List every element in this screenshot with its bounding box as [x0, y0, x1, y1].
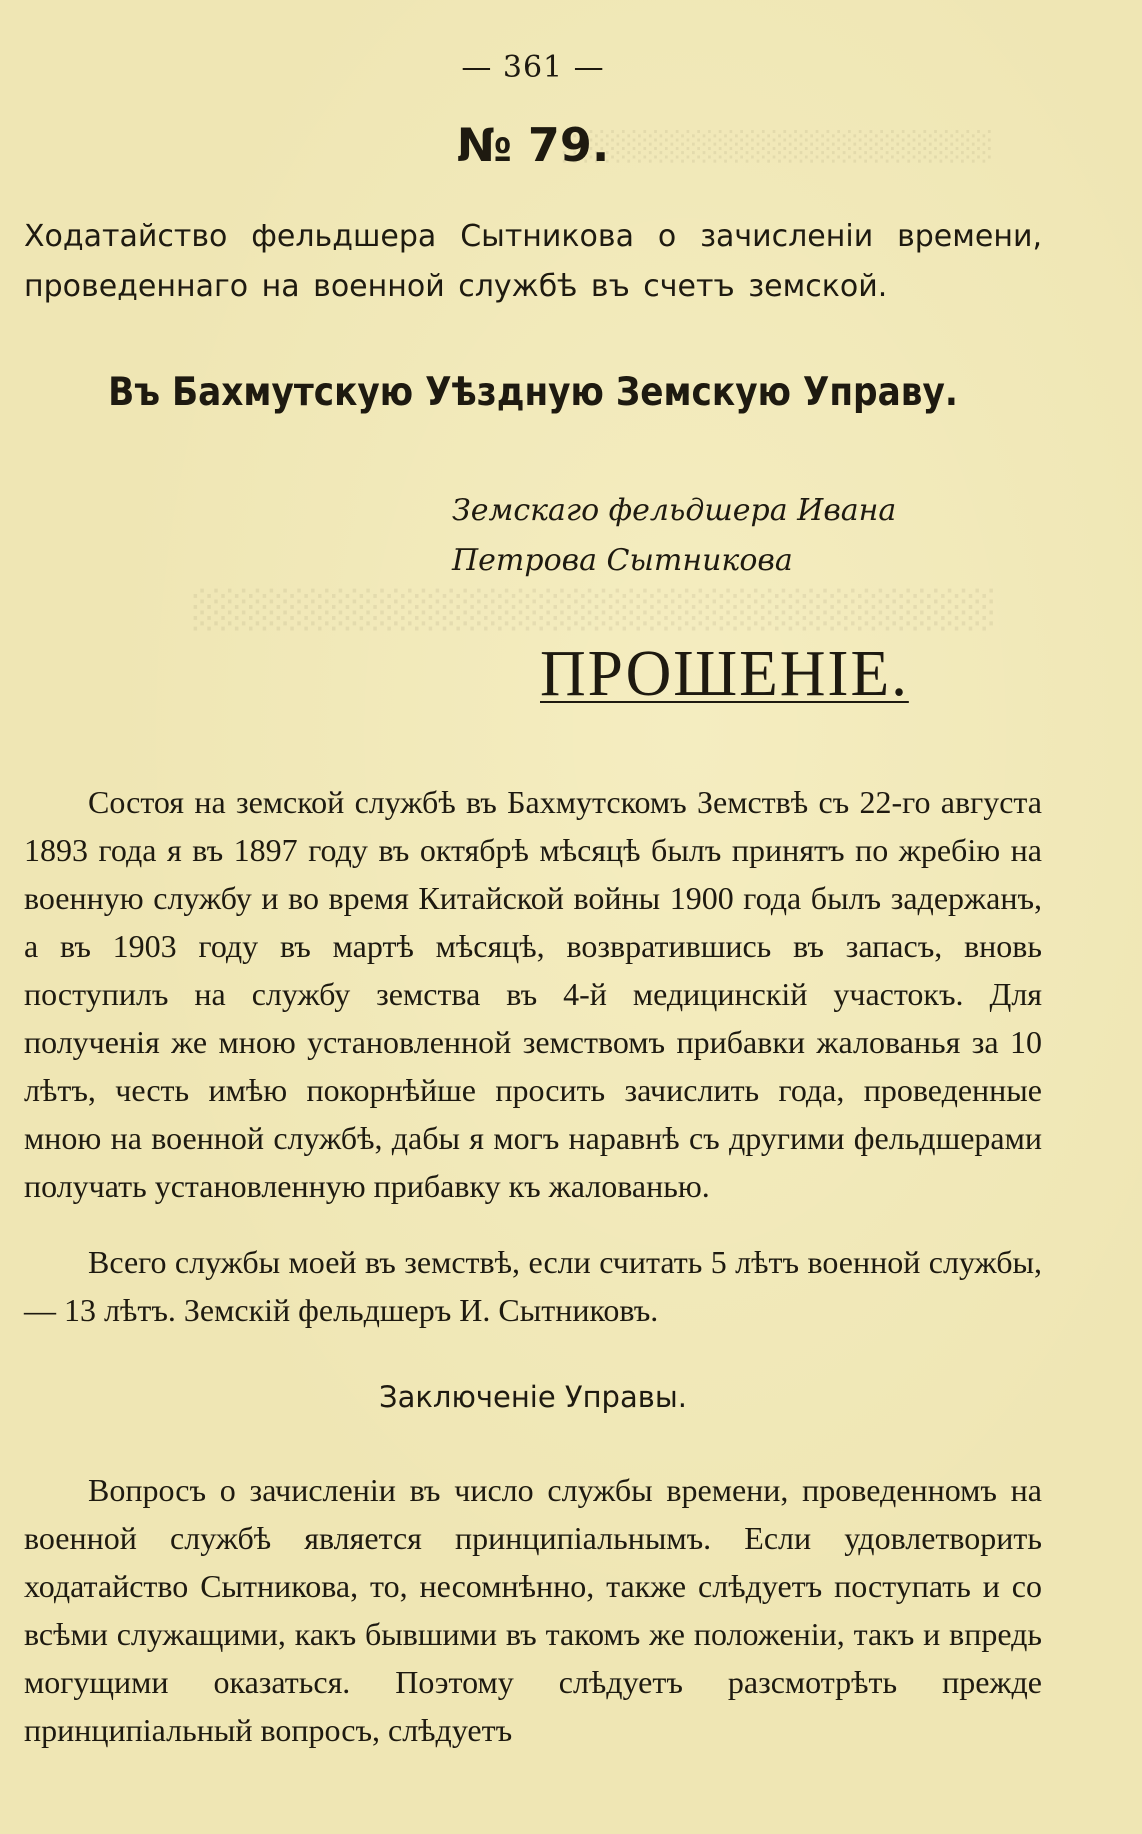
petition-paragraph-1: Состоя на земской службѣ въ Бахмутскомъ Земствѣ съ 22-го августа 1893 года я въ 1897 году въ октябрѣ мѣсяцѣ былъ принятъ по жребію на военную службу и во время Китайской войны 1900 года былъ задержанъ, а въ 1903 году въ мартѣ мѣсяцѣ, возвратившись въ запасъ, вновь поступилъ на службу земства въ 4-й медицинскій участокъ. Для полученія же мною установленной земствомъ прибавки жалованья за 10 лѣтъ, честь имѣю покорнѣйше просить зачислить года, проведенные мною на военной службѣ, дабы я могъ наравнѣ съ другими фельдшерами получать установленную прибавку къ жалованью. — [24, 784, 1042, 1204]
sender-line: Земскаго фельдшера Ивана Петрова Сытникова — [452, 493, 897, 578]
addressee-line: Въ Бахмутскую Уѣздную Земскую Управу. — [108, 370, 958, 415]
document-number: № 79. — [456, 118, 610, 172]
board-conclusion-heading: Заключеніе Управы. — [379, 1380, 687, 1414]
document-heading: Ходатайство фельдшера Сытникова о зачисленіи времени, проведеннаго на военной службѣ въ счетъ земской. — [24, 219, 1042, 304]
petition-title: ПРОШЕНІЕ. — [540, 637, 909, 710]
petition-paragraph-2: Всего службы моей въ земствѣ, если считать 5 лѣтъ военной службы, — 13 лѣтъ. Земскій фельдшеръ И. Сытниковъ. — [24, 1244, 1042, 1328]
conclusion-paragraph: Вопросъ о зачисленіи въ число службы времени, проведенномъ на военной службѣ является принципіальнымъ. Если удовлетворить ходатайство Сытникова, то, несомнѣнно, также слѣдуетъ поступать и со всѣми служащими, какъ бывшими въ такомъ же положеніи, такъ и впредь могущими оказаться. Поэтому слѣдуетъ разсмотрѣть прежде принципіальный вопросъ, слѣдуетъ — [24, 1472, 1042, 1748]
bleed-through-decoration: ░░░░░░░░░░░░░░░░░░░░ — [560, 130, 991, 163]
page-number: — 361 — — [461, 50, 605, 85]
bleed-through-decoration: ░░░░░░░░░░░░░░░░░░░░░░░░░░░░░ — [190, 590, 993, 631]
